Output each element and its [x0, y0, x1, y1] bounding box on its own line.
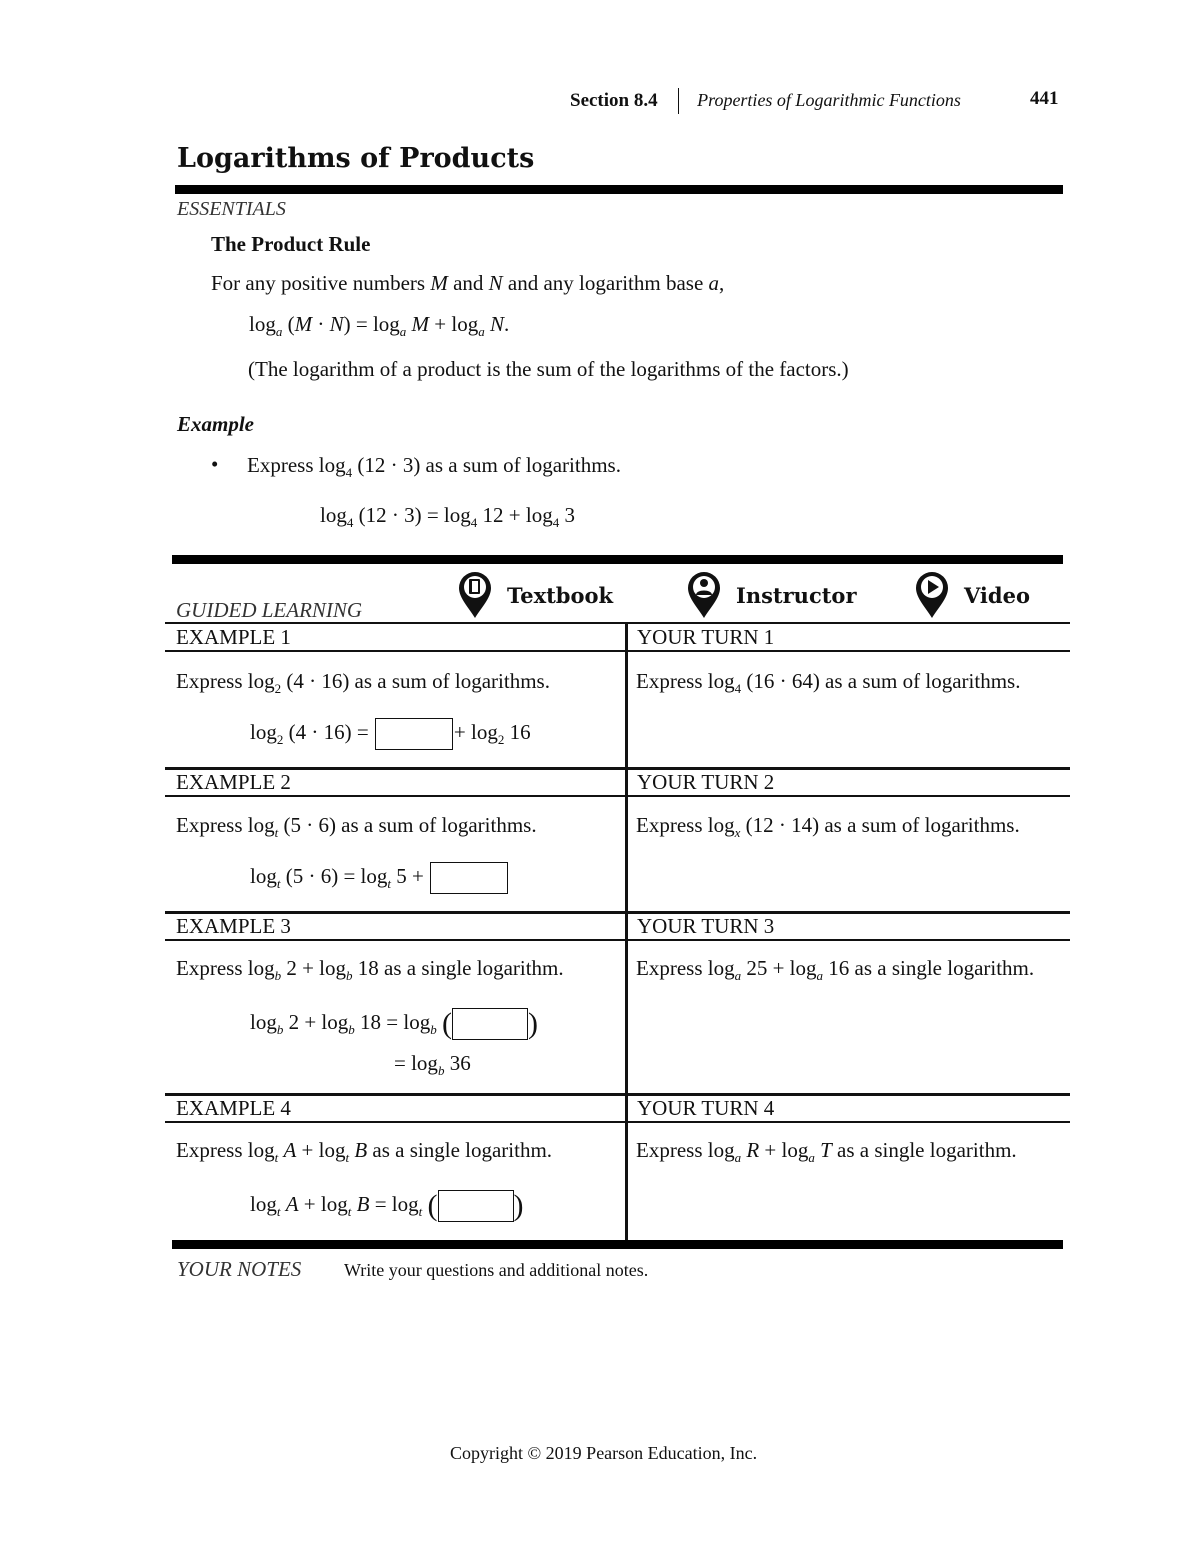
table-rule	[165, 911, 1070, 914]
page-title: Logarithms of Products	[177, 143, 535, 174]
table-rule	[165, 767, 1070, 770]
example-prompt: Express $\log_4 (12 \cdot 3)$ as a sum of logarithms.	[247, 453, 621, 480]
instructor-icon	[686, 570, 722, 620]
answer-box[interactable]	[375, 718, 453, 750]
answer-box[interactable]	[452, 1008, 528, 1040]
divider-rule	[172, 1240, 1063, 1249]
column-divider	[625, 622, 628, 1242]
section-number: Section 8.4	[570, 89, 658, 111]
textbook-resource[interactable]	[457, 570, 613, 620]
running-head	[570, 88, 961, 114]
answer-box[interactable]	[430, 862, 508, 894]
product-rule-formula: $\log_a (M \cdot N) = \log_a M + \log_a N$.	[249, 312, 510, 339]
answer-box[interactable]	[438, 1190, 514, 1222]
example-work: $\log_t A + \log_t B = \log_t$ ( )	[250, 1189, 524, 1223]
example-prompt: Express $\log_t (5 \cdot 6)$ as a sum of logarithms.	[176, 813, 537, 840]
guided-learning-label: GUIDED LEARNING	[176, 598, 363, 622]
example-heading: Example	[177, 412, 254, 436]
essentials-label: ESSENTIALS	[177, 198, 286, 220]
instructor-label: Instructor	[736, 582, 857, 608]
video-label: Video	[964, 582, 1030, 608]
your-turn-label: YOUR TURN 2	[637, 770, 775, 794]
example-prompt: Express $\log_b 2 + \log_b 18$ as a single logarithm.	[176, 956, 564, 983]
example-work: $\log_2 (4 \cdot 16)$ = + $\log_2 16$	[250, 716, 531, 751]
your-turn-label: YOUR TURN 4	[637, 1096, 775, 1120]
your-turn-prompt: Express $\log_4 (16 \cdot 64)$ as a sum of logarithms.	[636, 669, 1021, 696]
example-answer: $\log_4 (12 \cdot 3) = \log_4 12 + \log_4 3$	[320, 503, 575, 530]
table-rule	[165, 622, 1070, 624]
header-divider	[678, 88, 680, 114]
textbook-label: Textbook	[507, 582, 614, 608]
rule-statement: For any positive numbers M and N and any logarithm base a,	[211, 271, 725, 295]
example-label: EXAMPLE 4	[176, 1096, 291, 1120]
your-notes-label: YOUR NOTES	[177, 1257, 302, 1281]
your-turn-prompt: Express $\log_a R + \log_a T$ as a single logarithm.	[636, 1138, 1017, 1165]
example-label: EXAMPLE 2	[176, 770, 291, 794]
rule-note: (The logarithm of a product is the sum of the logarithms of the factors.)	[248, 357, 849, 381]
play-icon	[914, 570, 950, 620]
section-title: Properties of Logarithmic Functions	[697, 89, 961, 110]
book-icon	[457, 570, 493, 620]
example-work: $\log_b 2 + \log_b 18 = \log_b$ ( )	[250, 1007, 538, 1041]
your-turn-prompt: Express $\log_a 25 + \log_a 16$ as a single logarithm.	[636, 956, 1035, 983]
rule-name: The Product Rule	[211, 232, 371, 256]
table-rule	[165, 1093, 1070, 1096]
table-rule	[165, 939, 1070, 941]
table-rule	[165, 650, 1070, 652]
instructor-resource[interactable]	[686, 570, 857, 620]
example-label: EXAMPLE 1	[176, 625, 291, 649]
example-label: EXAMPLE 3	[176, 914, 291, 938]
divider-rule	[172, 555, 1063, 564]
table-rule	[165, 795, 1070, 797]
your-turn-label: YOUR TURN 1	[637, 625, 775, 649]
copyright: Copyright © 2019 Pearson Education, Inc.	[450, 1443, 758, 1463]
table-rule	[165, 1121, 1070, 1123]
video-resource[interactable]	[914, 570, 1030, 620]
example-prompt: Express $\log_t A + \log_t B$ as a single logarithm.	[176, 1138, 553, 1165]
your-turn-label: YOUR TURN 3	[637, 914, 775, 938]
example-work: $\log_t (5 \cdot 6) = \log_t 5$ +	[250, 860, 509, 895]
divider-rule	[175, 185, 1063, 194]
your-turn-prompt: Express $\log_x (12 \cdot 14)$ as a sum of logarithms.	[636, 813, 1020, 840]
notes-instructions[interactable]: Write your questions and additional notes.	[344, 1260, 649, 1280]
guided-learning-table	[165, 622, 1070, 1242]
bullet: •	[211, 452, 219, 476]
example-work-result: = $\log_b 36$	[394, 1051, 471, 1078]
page-number: 441	[1030, 88, 1059, 109]
example-prompt: Express $\log_2 (4 \cdot 16)$ as a sum of logarithms.	[176, 669, 550, 696]
